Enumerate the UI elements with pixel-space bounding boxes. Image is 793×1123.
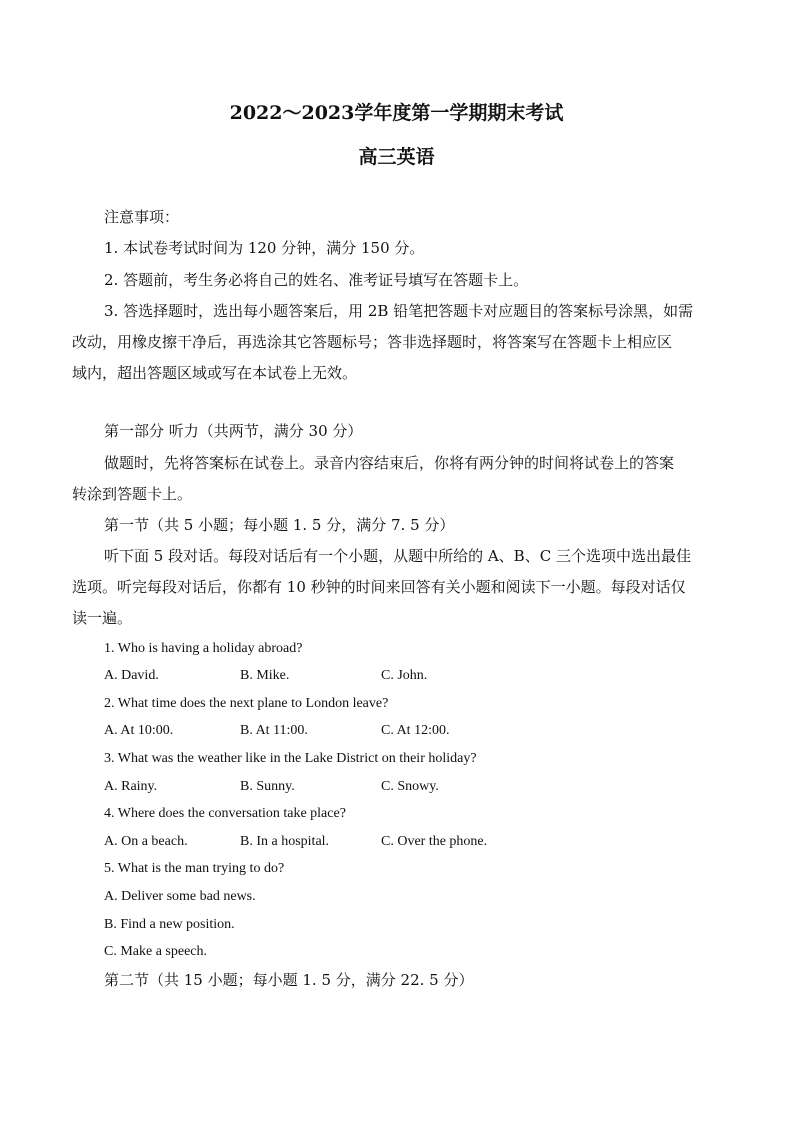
option-a: A. David. xyxy=(104,668,159,683)
option-c: C. John. xyxy=(381,668,428,683)
option-a: A. At 10:00. xyxy=(104,723,174,738)
section1-intro-line: 读一遍。 xyxy=(72,609,133,627)
question-text: 4. Where does the conversation take place? xyxy=(104,806,346,821)
option-b: B. Sunny. xyxy=(240,779,295,794)
question-text: 3. What was the weather like in the Lake District on their holiday? xyxy=(104,751,477,766)
question-text: 2. What time does the next plane to London leave? xyxy=(104,696,389,711)
option-b: B. At 11:00. xyxy=(240,723,308,738)
part1-intro-line: 做题时，先将答案标在试卷上。录音内容结束后，你将有两分钟的时间将试卷上的答案 xyxy=(104,454,675,472)
option-b: B. Find a new position. xyxy=(104,917,235,932)
exam-title: 2022～2023学年度第一学期期末考试 xyxy=(229,102,564,124)
note-line: 3. 答选择题时，选出每小题答案后，用 2B 铅笔把答题卡对应题目的答案标号涂黑，如需 xyxy=(104,302,694,320)
section1-intro-line: 选项。听完每段对话后，你都有 10 秒钟的时间来回答有关小题和阅读下一小题。每段对话仅 xyxy=(72,578,686,596)
note-line: 域内，超出答题区域或写在本试卷上无效。 xyxy=(72,364,358,382)
question-text: 5. What is the man trying to do? xyxy=(104,861,285,876)
part1-heading: 第一部分 听力（共两节，满分 30 分） xyxy=(104,422,363,440)
section2-heading: 第二节（共 15 小题；每小题 1. 5 分，满分 22. 5 分） xyxy=(104,971,474,989)
option-c: C. At 12:00. xyxy=(381,723,450,738)
option-a: A. Deliver some bad news. xyxy=(104,889,256,904)
option-b: B. Mike. xyxy=(240,668,290,683)
section1-heading: 第一节（共 5 小题；每小题 1. 5 分，满分 7. 5 分） xyxy=(104,516,455,534)
option-c: C. Make a speech. xyxy=(104,944,208,959)
section1-intro-line: 听下面 5 段对话。每段对话后有一个小题，从题中所给的 A、B、C 三个选项中选出最佳 xyxy=(104,547,691,565)
option-a: A. On a beach. xyxy=(104,834,188,849)
exam-subtitle: 高三英语 xyxy=(358,146,435,168)
option-a: A. Rainy. xyxy=(104,779,158,794)
option-c: C. Snowy. xyxy=(381,779,439,794)
option-b: B. In a hospital. xyxy=(240,834,330,849)
part1-intro-line: 转涂到答题卡上。 xyxy=(72,485,193,503)
option-c: C. Over the phone. xyxy=(381,834,488,849)
note-line: 改动，用橡皮擦干净后，再选涂其它答题标号；答非选择题时，将答案写在答题卡上相应区 xyxy=(72,333,673,351)
notes-heading: 注意事项： xyxy=(104,208,180,226)
question-text: 1. Who is having a holiday abroad? xyxy=(104,641,303,656)
note-line: 2. 答题前，考生务必将自己的姓名、准考证号填写在答题卡上。 xyxy=(104,271,529,289)
note-line: 1. 本试卷考试时间为 120 分钟，满分 150 分。 xyxy=(104,239,425,257)
